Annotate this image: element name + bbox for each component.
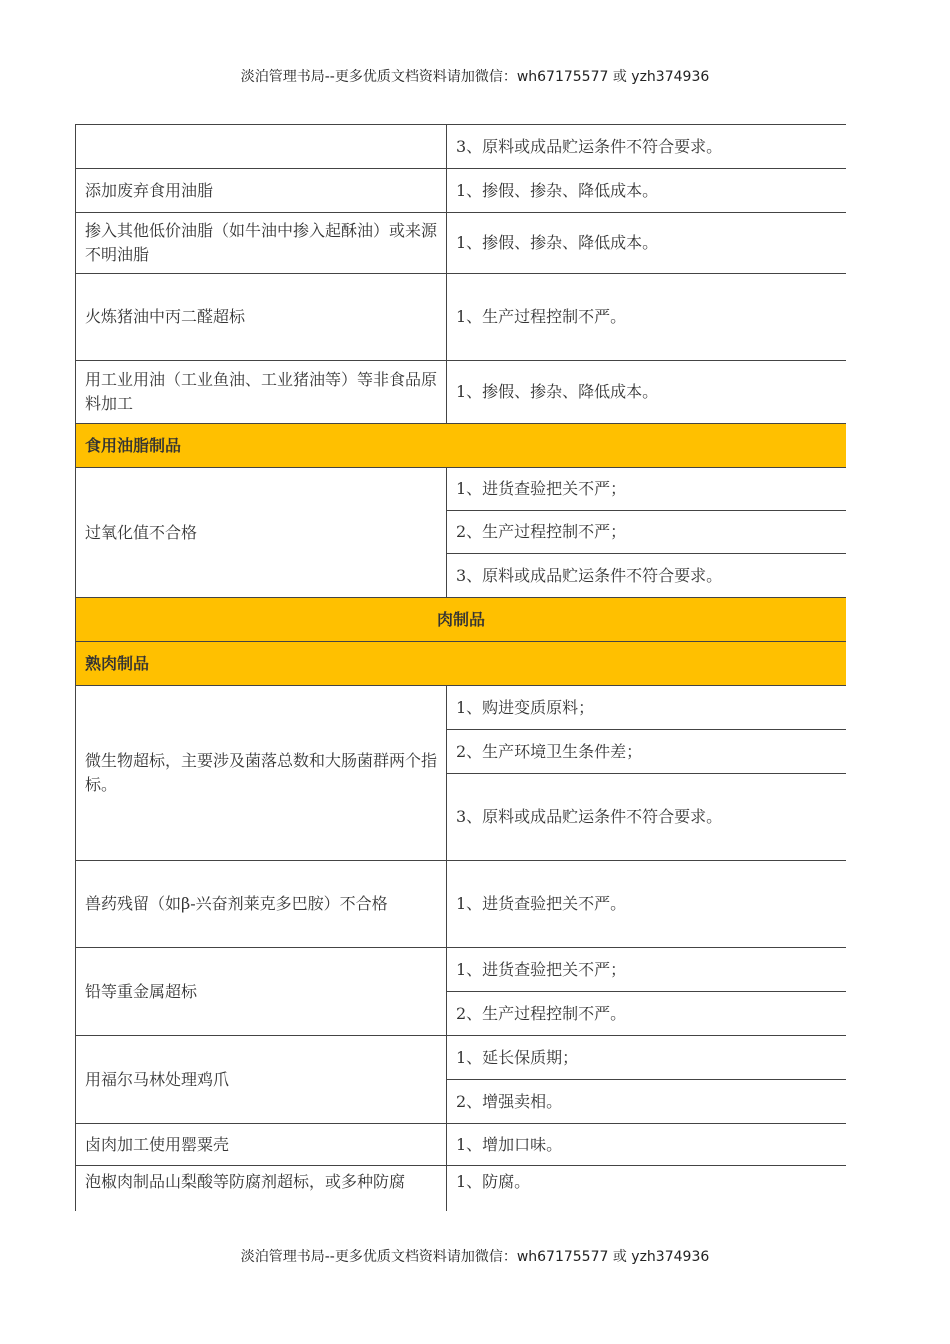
- table-row: [76, 1166, 847, 1212]
- problem-cell: 过氧化值不合格: [76, 468, 447, 598]
- cause-cell: 2、生产过程控制不严。: [447, 992, 847, 1036]
- table-row: [76, 948, 847, 992]
- cause-cell: 2、增强卖相。: [447, 1080, 847, 1124]
- table-row: [76, 468, 847, 511]
- cause-cell: 1、防腐。: [447, 1166, 847, 1212]
- cause-cell: 3、原料或成品贮运条件不符合要求。: [447, 554, 847, 598]
- cause-cell: 1、延长保质期；: [447, 1036, 847, 1080]
- hazard-table-container: [75, 124, 846, 1211]
- problem-cell: 掺入其他低价油脂（如牛油中掺入起酥油）或来源不明油脂: [76, 213, 447, 274]
- problem-cell: 用福尔马林处理鸡爪: [76, 1036, 447, 1124]
- cause-cell: 1、掺假、掺杂、降低成本。: [447, 361, 847, 424]
- table-row: [76, 686, 847, 730]
- table-row: [76, 274, 847, 361]
- cause-cell: 1、掺假、掺杂、降低成本。: [447, 213, 847, 274]
- table-row: [76, 125, 847, 169]
- problem-cell: 兽药残留（如β-兴奋剂莱克多巴胺）不合格: [76, 861, 447, 948]
- problem-cell: 卤肉加工使用罂粟壳: [76, 1124, 447, 1166]
- problem-cell: 用工业用油（工业鱼油、工业猪油等）等非食品原料加工: [76, 361, 447, 424]
- problem-cell: 泡椒肉制品山梨酸等防腐剂超标，或多种防腐: [76, 1166, 447, 1212]
- problem-cell: 微生物超标，主要涉及菌落总数和大肠菌群两个指标。: [76, 686, 447, 861]
- section-row: [76, 642, 847, 686]
- cause-cell: 1、购进变质原料；: [447, 686, 847, 730]
- section-title: 食用油脂制品: [76, 424, 847, 468]
- cause-cell: 2、生产环境卫生条件差；: [447, 730, 847, 774]
- cause-cell: 3、原料或成品贮运条件不符合要求。: [447, 125, 847, 169]
- cause-cell: 1、进货查验把关不严；: [447, 468, 847, 511]
- table-row: [76, 1036, 847, 1080]
- problem-cell: 铅等重金属超标: [76, 948, 447, 1036]
- cause-cell: 1、进货查验把关不严。: [447, 861, 847, 948]
- cause-cell: 1、掺假、掺杂、降低成本。: [447, 169, 847, 213]
- section-title: 熟肉制品: [76, 642, 847, 686]
- problem-cell: [76, 125, 447, 169]
- cause-cell: 1、生产过程控制不严。: [447, 274, 847, 361]
- section-title: 肉制品: [76, 598, 847, 642]
- table-row: [76, 169, 847, 213]
- page-footer: 淡泊管理书局--更多优质文档资料请加微信：wh67175577 或 yzh374936: [240, 1249, 710, 1265]
- hazard-table: [75, 124, 846, 1211]
- table-row: [76, 361, 847, 424]
- cause-cell: 2、生产过程控制不严；: [447, 511, 847, 554]
- problem-cell: 火炼猪油中丙二醛超标: [76, 274, 447, 361]
- table-row: [76, 861, 847, 948]
- problem-cell: 添加废弃食用油脂: [76, 169, 447, 213]
- cause-cell: 1、增加口味。: [447, 1124, 847, 1166]
- cause-cell: 3、原料或成品贮运条件不符合要求。: [447, 774, 847, 861]
- table-row: [76, 213, 847, 274]
- section-row: [76, 598, 847, 642]
- table-row: [76, 1124, 847, 1166]
- page-header: 淡泊管理书局--更多优质文档资料请加微信：wh67175577 或 yzh374936: [240, 69, 710, 85]
- cause-cell: 1、进货查验把关不严；: [447, 948, 847, 992]
- section-row: [76, 424, 847, 468]
